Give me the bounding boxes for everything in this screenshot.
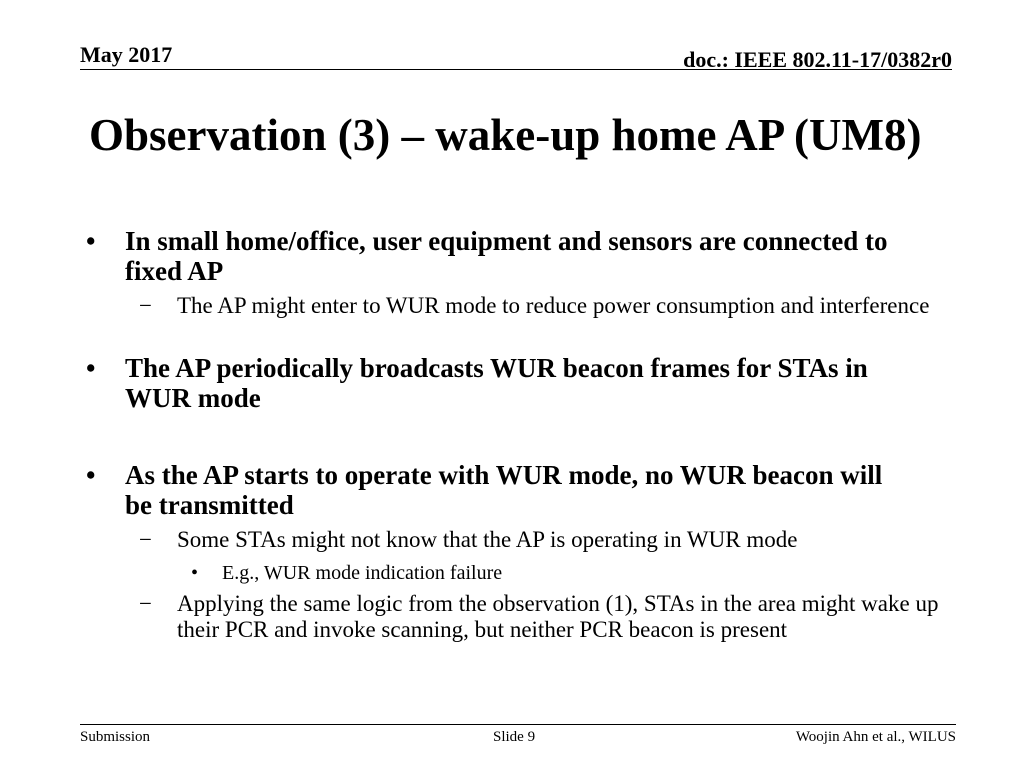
bullet-3-text: As the AP starts to operate with WUR mode, no WUR beacon will be transmitted xyxy=(125,460,883,520)
slide-title: Observation (3) – wake-up home AP (UM8) xyxy=(89,110,922,160)
bullet-3-sub-1-sub-1-text: E.g., WUR mode indication failure xyxy=(222,562,503,584)
header-doc-id: doc.: IEEE 802.11-17/0382r0 xyxy=(683,47,952,72)
bullet-3-mark: • xyxy=(86,460,96,490)
bullet-3-sub-2-text: Applying the same logic from the observation (1), STAs in the area might wake up their PCR and invoke scanning, but neither PCR beacon is present xyxy=(177,591,939,642)
bullet-1-mark: • xyxy=(86,226,96,256)
bullet-1-text: In small home/office, user equipment and sensors are connected to fixed AP xyxy=(125,226,888,286)
bullet-2-mark: • xyxy=(86,353,96,383)
bullet-2-text: The AP periodically broadcasts WUR beacon frames for STAs in WUR mode xyxy=(125,353,868,413)
footer-authors: Woojin Ahn et al., WILUS xyxy=(795,729,956,745)
bullet-1-sub-1-text: The AP might enter to WUR mode to reduce power consumption and interference xyxy=(177,293,930,318)
bullet-3-sub-1-sub-1-mark: • xyxy=(191,562,199,584)
bullet-3-sub-1-text: Some STAs might not know that the AP is operating in WUR mode xyxy=(177,527,798,552)
footer-submission: Submission xyxy=(80,729,151,745)
bullet-1-sub-1-mark: − xyxy=(139,293,152,318)
header-date: May 2017 xyxy=(80,42,173,67)
bullet-3-sub-1-mark: − xyxy=(139,527,152,552)
footer-divider xyxy=(80,724,956,725)
footer-slide-number: Slide 9 xyxy=(493,729,536,745)
bullet-3-sub-2-mark: − xyxy=(139,591,152,616)
